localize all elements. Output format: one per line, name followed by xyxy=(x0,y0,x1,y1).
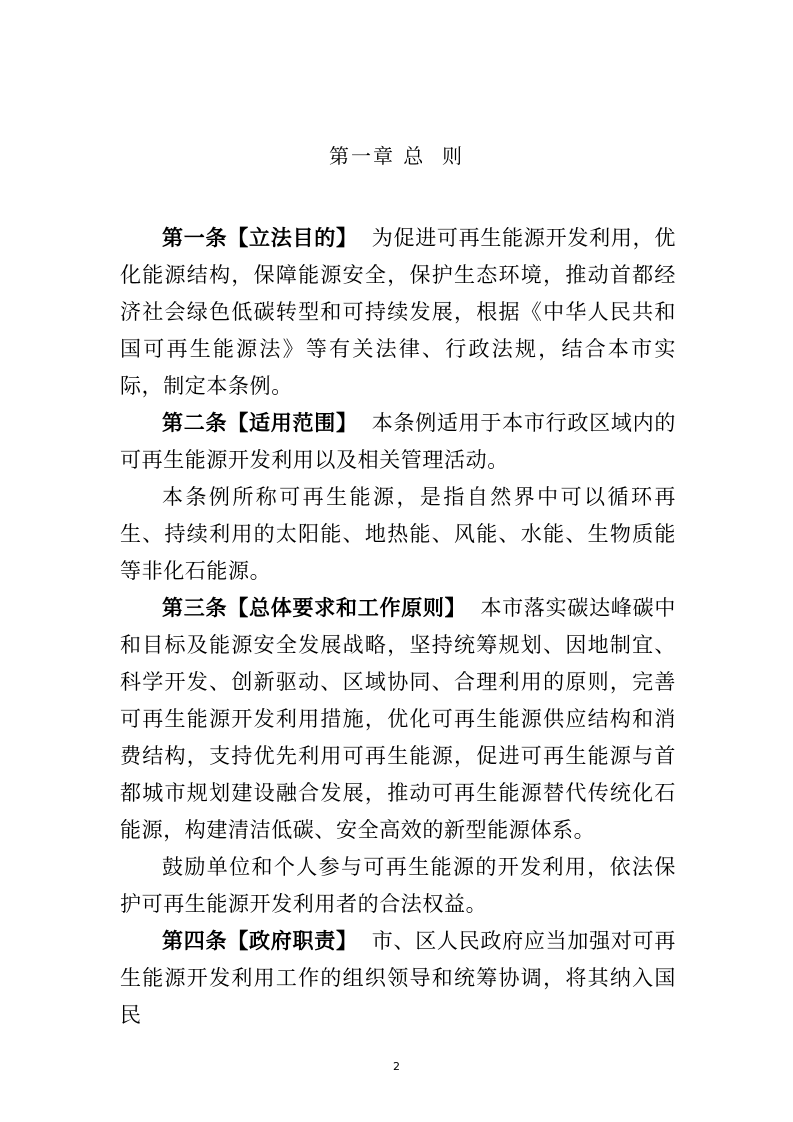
article-1 xyxy=(120,220,676,405)
article-2-label: 第二条【适用范围】 xyxy=(162,411,358,435)
article-3 xyxy=(120,590,676,849)
article-4-text: 市、区人民政府应当加强对可再生能源开发利用工作的组织领导和统筹协调，将其纳入国民 xyxy=(120,929,676,1027)
article-4-label: 第四条【政府职责】 xyxy=(162,929,358,953)
chapter-title: 第一章 总 则 xyxy=(328,144,465,168)
document-body xyxy=(120,220,676,1034)
article-1-label: 第一条【立法目的】 xyxy=(162,226,358,250)
page-number: 2 xyxy=(393,1060,400,1073)
article-1-text: 为促进可再生能源开发利用，优化能源结构，保障能源安全，保护生态环境，推动首都经济社会绿色低碳转型和可持续发展，根据《中华人民共和国可再生能源法》等有关法律、行政法规，结合本市实际，制定本条例。 xyxy=(120,226,676,398)
article-3-paragraph-2: 鼓励单位和个人参与可再生能源的开发利用，依法保护可再生能源开发利用者的合法权益。 xyxy=(120,855,676,916)
article-2-paragraph-2: 本条例所称可再生能源，是指自然界中可以循环再生、持续利用的太阳能、地热能、风能、水能、生物质能等非化石能源。 xyxy=(120,485,676,583)
article-3-label: 第三条【总体要求和工作原则】 xyxy=(162,596,467,620)
article-2-text: 本条例适用于本市行政区域内的可再生能源开发利用以及相关管理活动。 xyxy=(120,411,676,472)
article-4 xyxy=(120,923,676,1034)
article-2 xyxy=(120,405,676,479)
article-3-text: 本市落实碳达峰碳中和目标及能源安全发展战略，坚持统筹规划、因地制宜、科学开发、创新驱动、区域协同、合理利用的原则，完善可再生能源开发利用措施，优化可再生能源供应结构和消费结构，支持优先利用可再生能源，促进可再生能源与首都城市规划建设融合发展，推动可再生能源替代传统化石能源，构建清洁低碳、安全高效的新型能源体系。 xyxy=(120,596,676,842)
